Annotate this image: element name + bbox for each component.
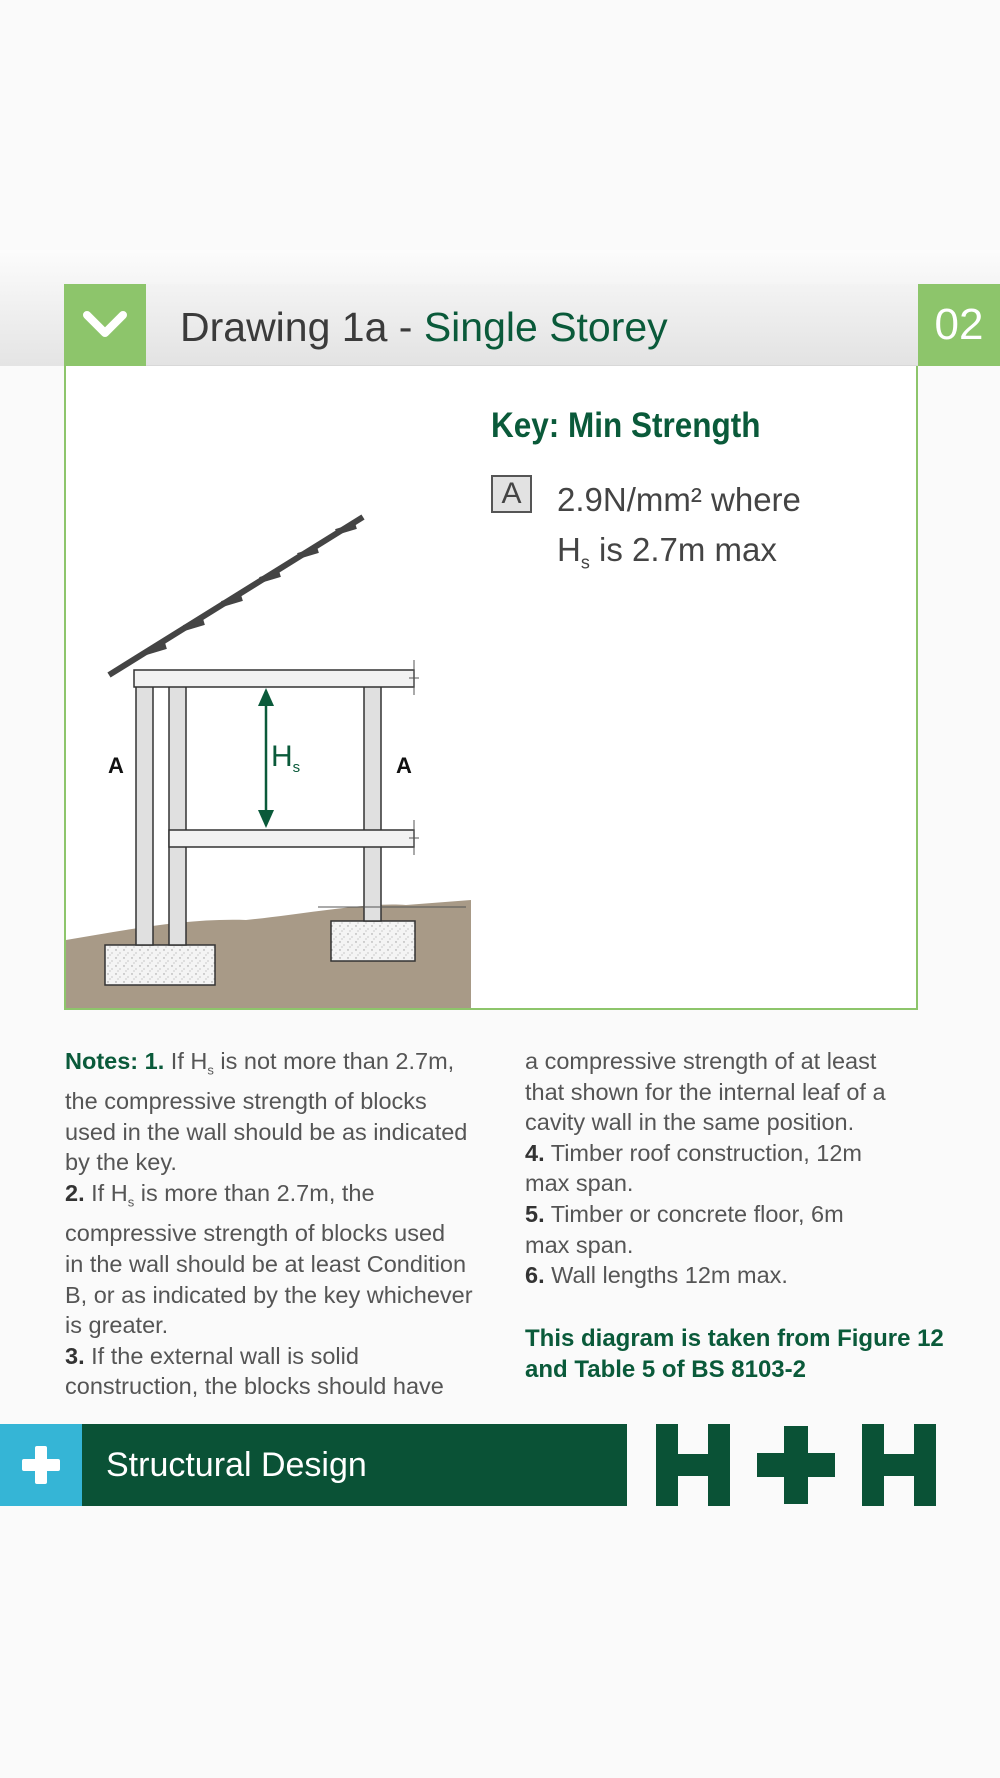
key-line-1: 2.9N/mm² where: [557, 481, 801, 518]
note-2-number: 2.: [65, 1180, 85, 1207]
note-6-number: 6.: [525, 1262, 545, 1289]
floor: [169, 830, 414, 847]
note-2-line-1: [65, 1178, 475, 1218]
note-6-text: Wall lengths 12m max.: [544, 1262, 788, 1289]
note-3-text-a: If the external wall is solid: [84, 1342, 359, 1369]
source-note-line-2: and Table 5 of BS 8103-2: [525, 1356, 806, 1383]
note-3-line-3: a compressive strength of at least: [525, 1048, 877, 1074]
footer-section-label[interactable]: Structural Design: [106, 1446, 367, 1484]
chevron-down-icon: [82, 310, 128, 340]
note-2-text-a: If H: [84, 1180, 128, 1207]
note-3-line-5: cavity wall in the same position.: [525, 1109, 855, 1136]
source-note-line-1: This diagram is taken from Figure 12: [525, 1325, 944, 1352]
note-1-line-4: by the key.: [65, 1149, 177, 1176]
note-1-text-a: If H: [164, 1048, 208, 1074]
hh-logo: [656, 1424, 936, 1506]
note-3-line-1: [65, 1341, 475, 1372]
note-6-line-1: [525, 1260, 935, 1291]
hs-label: $H_s$: [271, 740, 301, 776]
note-4-line-1: [525, 1138, 935, 1169]
key-title: Key: Min Strength: [491, 406, 761, 445]
foundation-right: [331, 921, 415, 961]
notes-column-right: [525, 1046, 935, 1291]
note-2-line-4: B, or as indicated by the key whichever: [65, 1281, 473, 1308]
wall-inner-left: [169, 686, 186, 945]
foundation-left: [105, 945, 215, 985]
note-4-number: 4.: [525, 1139, 545, 1166]
note-2-line-3: in the wall should be at least Condition: [65, 1250, 467, 1277]
label-a-left: A: [108, 753, 124, 778]
roof-joist: [134, 670, 414, 687]
note-1-line-3: used in the wall should be as indicated: [65, 1118, 468, 1145]
note-5-line-2: max span.: [525, 1231, 634, 1258]
note-2-sub: s: [127, 1194, 135, 1210]
drawing-title: [180, 300, 668, 354]
collapse-toggle-button[interactable]: [64, 284, 146, 366]
key-letter-box: A: [491, 475, 532, 513]
key-description: [557, 475, 857, 588]
note-1-line-2: the compressive strength of blocks: [65, 1088, 427, 1115]
source-note: [525, 1323, 945, 1385]
note-2-line-5: is greater.: [65, 1312, 169, 1339]
note-5-text: Timber or concrete floor, 6m: [544, 1200, 844, 1227]
note-1-sub: s: [207, 1062, 214, 1078]
single-storey-section-drawing: [66, 500, 471, 1008]
note-1-number: 1.: [144, 1048, 165, 1074]
note-3-number: 3.: [65, 1342, 85, 1369]
note-2-line-2: compressive strength of blocks used: [65, 1220, 446, 1247]
notes-column-left: [65, 1046, 475, 1402]
key-line-2: [557, 525, 857, 588]
note-4-text: Timber roof construction, 12m: [544, 1139, 862, 1166]
note-1-text-b: is not more than 2.7m,: [213, 1048, 455, 1074]
note-5-number: 5.: [525, 1200, 545, 1227]
note-3-line-2: construction, the blocks should have: [65, 1373, 444, 1400]
note-5-line-1: [525, 1199, 935, 1230]
drawing-title-accent: Single Storey: [423, 304, 668, 350]
label-a-right: A: [396, 753, 412, 778]
note-4-line-2: max span.: [525, 1170, 634, 1197]
footer-plus-button[interactable]: [0, 1424, 82, 1506]
key-line-2-rest: is 2.7m max: [589, 531, 777, 568]
drawing-title-prefix: Drawing 1a -: [180, 304, 424, 350]
key-h: H: [557, 531, 581, 568]
key-h-sub: s: [580, 552, 590, 573]
wall-outer-left: [136, 686, 153, 945]
page-number-badge: 02: [918, 284, 1000, 366]
notes-heading: Notes:: [65, 1048, 139, 1074]
note-1-line-1: [65, 1046, 475, 1086]
note-2-text-b: is more than 2.7m, the: [134, 1180, 375, 1207]
wall-right: [364, 686, 381, 921]
note-3-line-4: that shown for the internal leaf of a: [525, 1078, 886, 1105]
plus-icon: [20, 1444, 62, 1486]
